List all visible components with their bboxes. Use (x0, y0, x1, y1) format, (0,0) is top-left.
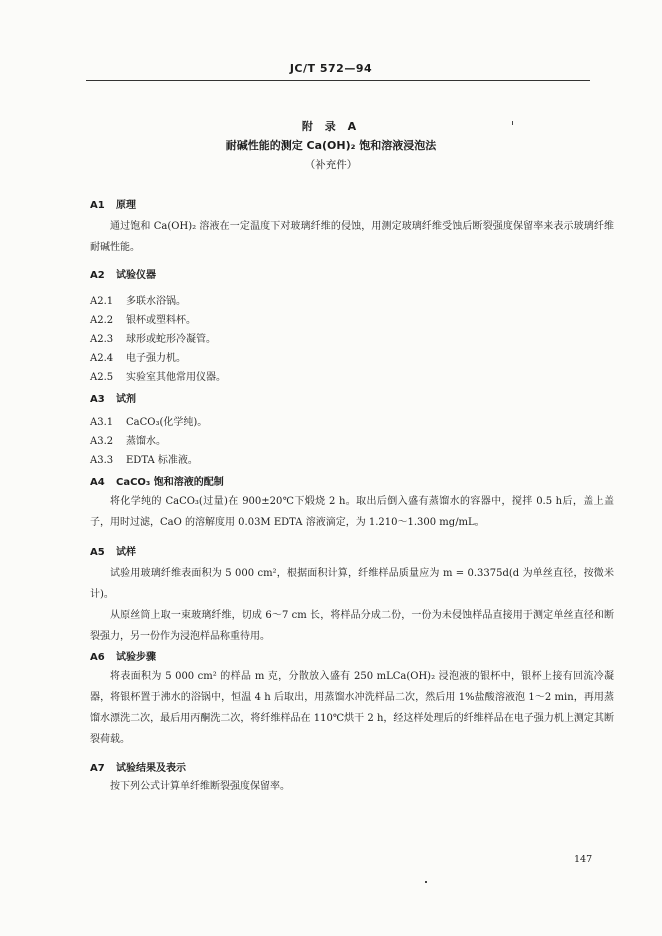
section-a6-title: 试验步骤 (116, 652, 156, 663)
section-a7-title: 试验结果及表示 (116, 763, 186, 774)
section-a4-number: A4 (90, 477, 105, 488)
section-a5-heading (90, 543, 136, 558)
section-a1-number: A1 (90, 200, 105, 211)
list-item: A3.2 蒸馏水。 (90, 436, 166, 447)
section-a3-title: 试剂 (116, 394, 136, 405)
list-item: A2.4 电子强力机。 (90, 353, 186, 364)
section-a6-text: 将表面积为 5 000 cm² 的样品 m 克，分散放入盛有 250 mLCa(OH)₂ 浸泡液的银杯中，银杯上接有回流冷凝器，将银杯置于沸水的浴锅中，恒温 4 h 后取出，用蒸馏水冲洗样品二次，然后用 1%盐酸溶液泡 1～2 min，再用蒸馏水漂洗二次，最后用丙酮洗二次，将纤维样品在 110℃烘干 2 h，经这样处理后的纤维样品在电子强力机上测定其断裂荷载。 (90, 671, 614, 745)
section-a7-heading (90, 759, 186, 774)
scan-speck (512, 121, 513, 125)
section-a3-number: A3 (90, 394, 105, 405)
section-a5-text-2: 从原丝筒上取一束玻璃纤维，切成 6～7 cm 长，将样品分成二份，一份为未侵蚀样品直接用于测定单丝直径和断裂强力，另一份作为浸泡样品称重待用。 (90, 610, 614, 642)
section-a5-title: 试样 (116, 547, 136, 558)
list-item: A2.5 实验室其他常用仪器。 (90, 372, 226, 383)
annex-title: 附 录 A (301, 120, 361, 133)
section-a7-text: 按下列公式计算单纤维断裂强度保留率。 (110, 781, 290, 792)
section-a2-title: 试验仪器 (116, 270, 156, 281)
section-a6-number: A6 (90, 652, 105, 663)
list-item: A3.3 EDTA 标准液。 (90, 455, 198, 466)
page-number: 147 (574, 854, 593, 865)
list-item: A2.3 球形或蛇形冷凝管。 (90, 334, 216, 345)
section-a5-number: A5 (90, 547, 105, 558)
section-a4-text: 将化学纯的 CaCO₃(过量)在 900±20℃下煅烧 2 h。取出后倒入盛有蒸馏水的容器中，搅拌 0.5 h后，盖上盖子，用时过滤，CaO 的溶解度用 0.03M EDTA 溶液滴定，为 1.210～1.300 mg/mL。 (90, 496, 614, 528)
section-a7-number: A7 (90, 763, 105, 774)
list-item: A2.1 多联水浴锅。 (90, 296, 186, 307)
section-a1-title: 原理 (116, 200, 136, 211)
section-a6-heading (90, 648, 156, 663)
list-item: A3.1 CaCO₃(化学纯)。 (90, 417, 208, 428)
section-a3-heading (90, 390, 136, 405)
list-item: A2.2 银杯或塑料杯。 (90, 315, 196, 326)
section-a5-text-1: 试验用玻璃纤维表面积为 5 000 cm²，根据面积计算，纤维样品质量应为 m = 0.3375d(d 为单丝直径，按微米计)。 (90, 568, 614, 600)
scan-speck (425, 881, 427, 883)
section-a1-text: 通过饱和 Ca(OH)₂ 溶液在一定温度下对玻璃纤维的侵蚀，用测定玻璃纤维受蚀后断裂强度保留率来表示玻璃纤维耐碱性能。 (90, 221, 614, 253)
section-a1-heading (90, 196, 136, 211)
header-rule (86, 80, 590, 81)
section-a4-heading (90, 473, 224, 488)
section-a2-heading (90, 266, 156, 281)
annex-subtitle: 耐碱性能的测定 Ca(OH)₂ 饱和溶液浸泡法 (225, 139, 437, 152)
section-a4-title: CaCO₃ 饱和溶液的配制 (116, 477, 224, 488)
section-a2-number: A2 (90, 270, 105, 281)
annex-note: （补充件） (304, 159, 358, 171)
standard-code: JC/T 572—94 (289, 62, 373, 75)
